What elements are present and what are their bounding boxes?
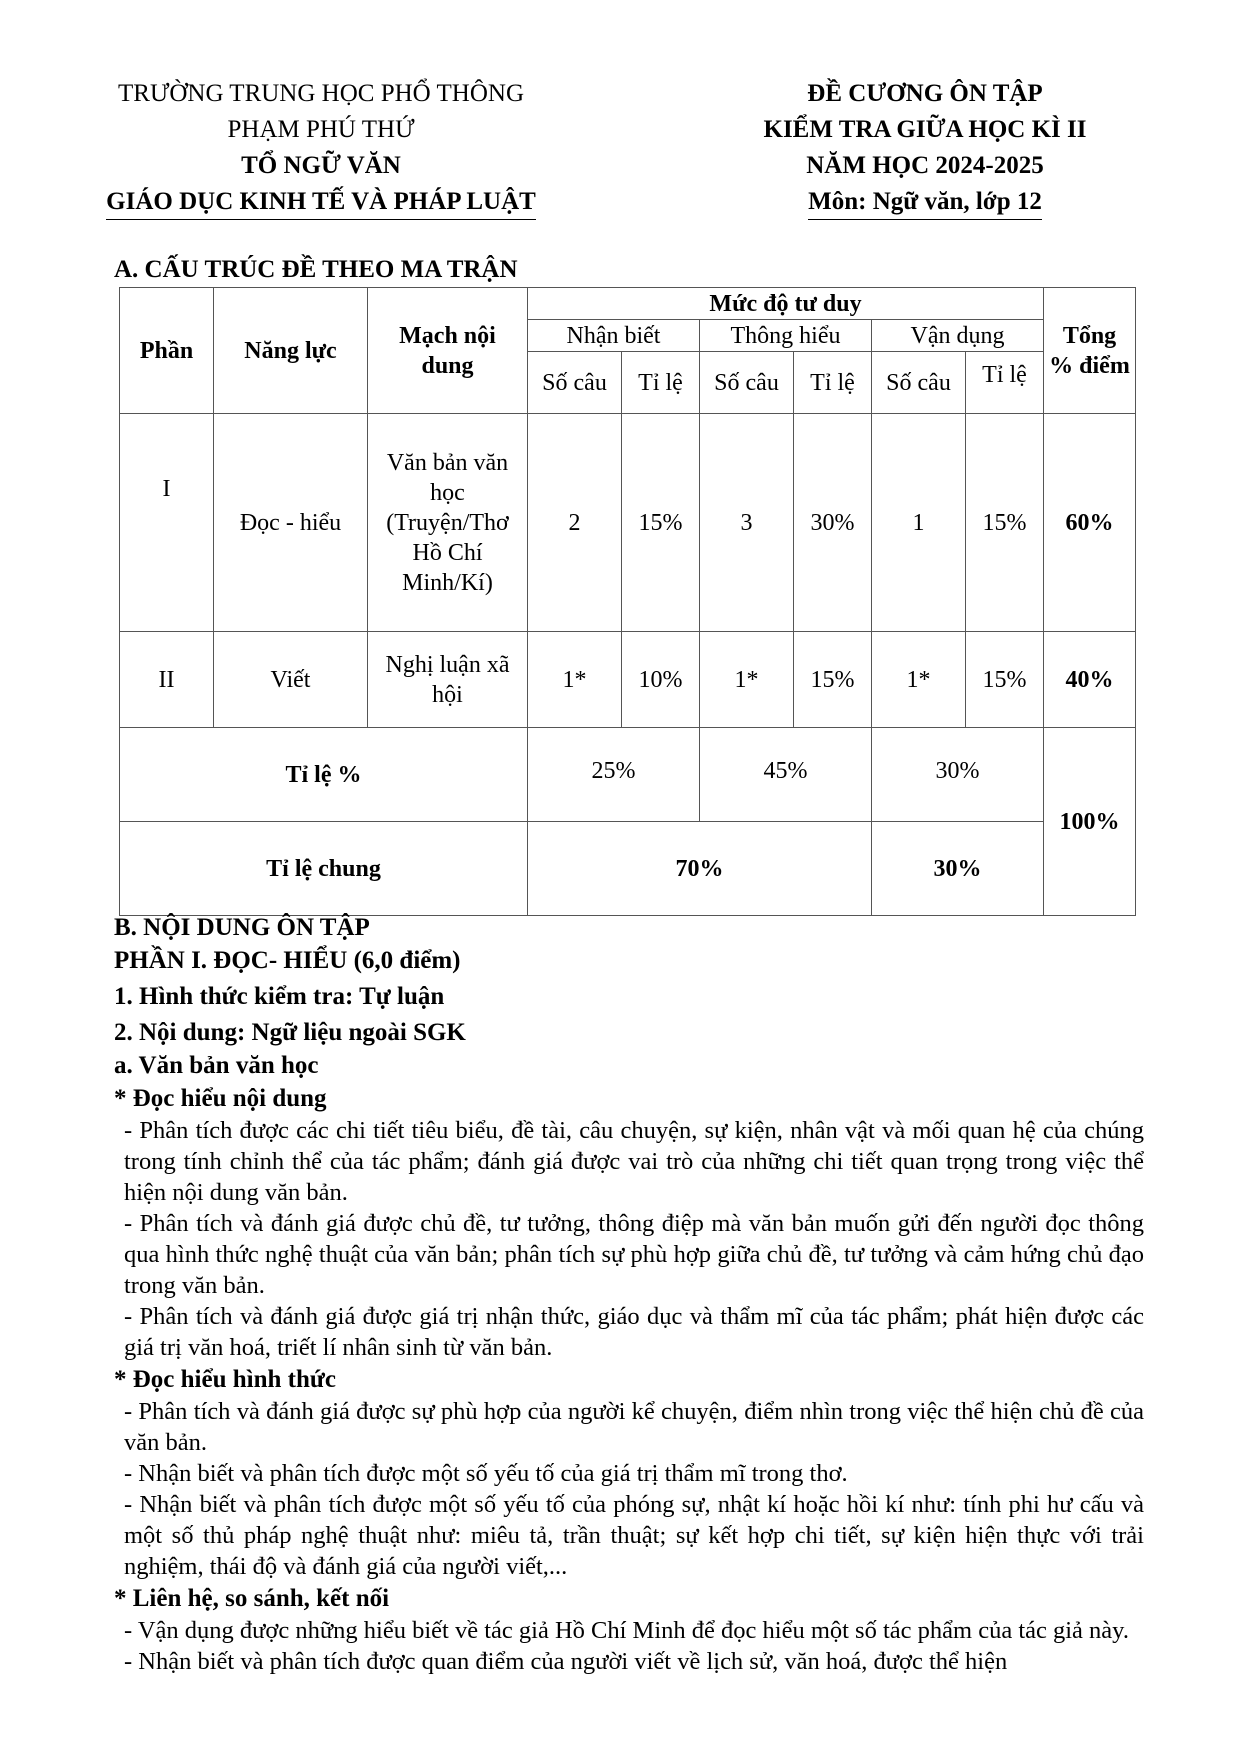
tile-vandung: 30% <box>872 728 1044 822</box>
tile-nhanbiet: 25% <box>528 728 700 822</box>
col-header-tile: Tỉ lệ <box>966 352 1044 414</box>
col-header-mucdo: Mức độ tư duy <box>528 288 1044 320</box>
heading-hinhthuc: * Đọc hiểu hình thức <box>114 1366 336 1393</box>
subject-grade: Môn: Ngữ văn, lớp 12 <box>808 185 1042 220</box>
heading-lienhe: * Liên hệ, so sánh, kết nối <box>114 1585 390 1612</box>
col-header-tile: Tỉ lệ <box>622 352 700 414</box>
col-header-nangluc: Năng lực <box>214 288 368 414</box>
paragraph: - Nhận biết và phân tích được một số yếu tố của phóng sự, nhật kí hoặc hồi kí như: tính phi hư cấu và một số thủ pháp nghệ thuật như: miêu tả, trần thuật; sự kết hợp chi tiết, sự kiện hiện thực với trải nghiệm, thái độ và đánh giá của người viết,... <box>124 1491 1144 1580</box>
department-name: TỔ NGỮ VĂN <box>241 152 401 179</box>
heading-noidung: * Đọc hiểu nội dung <box>114 1085 327 1112</box>
col-header-mach: Mạch nội dung <box>368 288 528 414</box>
col-header-nhanbiet: Nhận biết <box>528 320 700 352</box>
paragraph: - Phân tích được các chi tiết tiêu biểu, đề tài, câu chuyện, sự kiện, nhân vật và mối quan hệ của chúng trong tính chỉnh thể của tác phẩm; đánh giá được vai trò của những chi tiết quan trọng trong việc thể hiện nội dung văn bản. <box>124 1117 1144 1206</box>
section-b-title: B. NỘI DUNG ÔN TẬP <box>114 914 370 941</box>
school-year: NĂM HỌC 2024-2025 <box>806 152 1044 179</box>
part-1-title: PHẦN I. ĐỌC- HIỂU (6,0 điểm) <box>114 947 461 974</box>
school-name-line2: PHẠM PHÚ THỨ <box>227 116 415 143</box>
paragraph: - Phân tích và đánh giá được giá trị nhận thức, giáo dục và thẩm mĩ của tác phẩm; phát hiện được các giá trị văn hoá, triết lí nhân sinh từ văn bản. <box>124 1303 1144 1361</box>
cell-vd-tile: 15% <box>966 414 1044 632</box>
cell-nb-socau: 2 <box>528 414 622 632</box>
paragraph: - Vận dụng được những hiểu biết về tác giả Hồ Chí Minh để đọc hiểu một số tác phẩm của tác giả này. <box>124 1617 1129 1644</box>
tile-label: Tỉ lệ % <box>120 728 528 822</box>
col-header-socau: Số câu <box>528 352 622 414</box>
paragraph: - Phân tích và đánh giá được sự phù hợp của người kể chuyện, điểm nhìn trong việc thể hiện chủ đề của văn bản. <box>124 1398 1144 1456</box>
doc-subtitle: KIỂM TRA GIỮA HỌC KÌ II <box>763 116 1087 143</box>
table-row <box>120 822 1136 916</box>
cell-nangluc: Viết <box>214 632 368 728</box>
tile-chung-a: 70% <box>528 822 872 916</box>
department-subname: GIÁO DỤC KINH TẾ VÀ PHÁP LUẬT <box>106 185 536 220</box>
tile-chung-b: 30% <box>872 822 1044 916</box>
item-1: 1. Hình thức kiểm tra: Tự luận <box>114 983 445 1010</box>
cell-vd-socau: 1 <box>872 414 966 632</box>
header-right <box>735 76 1115 220</box>
table-row <box>120 728 1136 822</box>
col-header-phan: Phần <box>120 288 214 414</box>
header-left <box>86 76 556 220</box>
col-header-thonghieu: Thông hiểu <box>700 320 872 352</box>
paragraph: - Phân tích và đánh giá được chủ đề, tư tưởng, thông điệp mà văn bản muốn gửi đến người đọc thông qua hình thức nghệ thuật của văn bản; phân tích sự phù hợp giữa chủ đề, tư tưởng và cảm hứng chủ đạo trong văn bản. <box>124 1210 1144 1299</box>
cell-tong: 40% <box>1044 632 1136 728</box>
cell-th-socau: 3 <box>700 414 794 632</box>
cell-tong: 60% <box>1044 414 1136 632</box>
table-row <box>120 414 1136 632</box>
col-header-tong: Tổng % điểm <box>1044 288 1136 414</box>
section-a-title: A. CẤU TRÚC ĐỀ THEO MA TRẬN <box>114 256 518 283</box>
subsection-a: a. Văn bản văn học <box>114 1052 319 1079</box>
paragraph: - Nhận biết và phân tích được quan điểm của người viết về lịch sử, văn hoá, được thể hiện <box>124 1648 1008 1675</box>
tile-chung-label: Tỉ lệ chung <box>120 822 528 916</box>
cell-th-socau: 1* <box>700 632 794 728</box>
cell-nb-tile: 10% <box>622 632 700 728</box>
col-header-socau: Số câu <box>872 352 966 414</box>
col-header-socau: Số câu <box>700 352 794 414</box>
school-name-line1: TRƯỜNG TRUNG HỌC PHỔ THÔNG <box>118 80 524 107</box>
tile-thonghieu: 45% <box>700 728 872 822</box>
col-header-vandung: Vận dụng <box>872 320 1044 352</box>
cell-vd-socau: 1* <box>872 632 966 728</box>
col-header-tile: Tỉ lệ <box>794 352 872 414</box>
paragraph: - Nhận biết và phân tích được một số yếu tố của giá trị thẩm mĩ trong thơ. <box>124 1460 848 1487</box>
cell-phan: II <box>120 632 214 728</box>
cell-vd-tile: 15% <box>966 632 1044 728</box>
cell-mach: Nghị luận xã hội <box>368 632 528 728</box>
cell-th-tile: 15% <box>794 632 872 728</box>
matrix-table <box>119 287 1136 916</box>
cell-th-tile: 30% <box>794 414 872 632</box>
tile-total: 100% <box>1044 728 1136 916</box>
review-content <box>114 911 1144 1677</box>
cell-nb-tile: 15% <box>622 414 700 632</box>
cell-nb-socau: 1* <box>528 632 622 728</box>
item-2: 2. Nội dung: Ngữ liệu ngoài SGK <box>114 1019 466 1046</box>
cell-nangluc: Đọc - hiểu <box>214 414 368 632</box>
cell-phan: I <box>120 414 214 632</box>
table-row <box>120 632 1136 728</box>
cell-mach: Văn bản văn học (Truyện/Thơ Hồ Chí Minh/Kí) <box>368 414 528 632</box>
doc-title: ĐỀ CƯƠNG ÔN TẬP <box>807 80 1043 107</box>
